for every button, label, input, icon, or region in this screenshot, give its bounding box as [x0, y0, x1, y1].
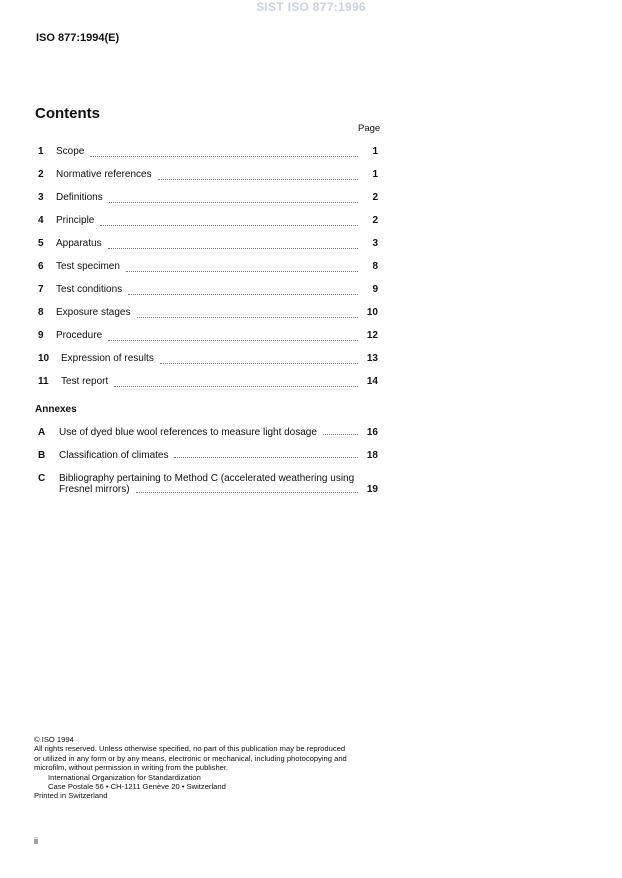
toc-title: Definitions — [56, 192, 103, 203]
toc-page: 8 — [372, 261, 378, 272]
annex-title: Bibliography pertaining to Method C (accelerated weathering using — [59, 473, 355, 484]
leader-dots — [109, 201, 358, 203]
toc-number: 7 — [38, 284, 44, 295]
toc-entry[interactable] — [38, 376, 378, 390]
copyright-line: © ISO 1994 — [34, 735, 74, 744]
toc-title: Scope — [56, 146, 85, 157]
toc-number: 9 — [38, 330, 44, 341]
leader-dots — [137, 316, 359, 318]
toc-page: 12 — [366, 330, 378, 341]
organization-address: Case Postale 56 • CH-1211 Genève 20 • Switzerland — [48, 782, 226, 792]
annex-title: Use of dyed blue wool references to measure light dosage — [59, 427, 317, 438]
toc-number: 1 — [38, 146, 44, 157]
toc-entry[interactable] — [38, 261, 378, 275]
leader-dots — [323, 433, 358, 435]
toc-page: 1 — [372, 146, 378, 157]
toc-entry[interactable] — [38, 330, 378, 344]
toc-page: 1 — [372, 169, 378, 180]
leader-dots — [90, 155, 358, 157]
page-column-label: Page — [358, 123, 381, 134]
toc-page: 3 — [372, 238, 378, 249]
rights-text: or utilized in any form or by any means, electronic or mechanical, including photocopying and — [34, 753, 347, 763]
toc-entry[interactable] — [38, 215, 378, 229]
leader-dots — [136, 491, 358, 493]
leader-dots — [158, 178, 358, 180]
watermark: SIST ISO 877:1996 — [256, 0, 366, 14]
annex-letter: A — [38, 427, 46, 438]
contents-heading: Contents — [35, 105, 100, 122]
annex-title-line2: Fresnel mirrors) — [59, 484, 130, 495]
toc-page: 9 — [372, 284, 378, 295]
toc-entry[interactable] — [38, 192, 378, 206]
annex-entry[interactable] — [38, 427, 378, 438]
toc-number: 8 — [38, 307, 44, 318]
toc-entry[interactable] — [38, 238, 378, 252]
leader-dots — [114, 385, 358, 387]
rights-text: All rights reserved. Unless otherwise specified, no part of this publication may be reproduced — [34, 744, 346, 754]
copyright-notice — [34, 735, 384, 801]
toc-title: Procedure — [56, 330, 103, 341]
leader-dots — [126, 270, 358, 272]
printed-in: Printed in Switzerland — [34, 791, 108, 801]
annex-entry[interactable] — [38, 450, 378, 461]
toc-title: Principle — [56, 215, 95, 226]
toc-number: 11 — [38, 376, 49, 387]
leader-dots — [160, 362, 358, 364]
toc-entry[interactable] — [38, 307, 378, 321]
toc-page: 14 — [366, 376, 378, 387]
organization-name: International Organization for Standardization — [48, 772, 201, 782]
toc-entry[interactable] — [38, 146, 378, 160]
toc-entry[interactable] — [38, 284, 378, 298]
toc-entry[interactable] — [38, 353, 378, 367]
toc-title: Expression of results — [61, 353, 154, 364]
annex-page: 19 — [366, 484, 378, 495]
toc-page: 13 — [366, 353, 378, 364]
rights-text: microfilm, without permission in writing from the publisher. — [34, 763, 229, 773]
toc-title: Test report — [61, 376, 109, 387]
toc-page: 2 — [372, 192, 378, 203]
toc-number: 3 — [38, 192, 44, 203]
annex-title-continuation — [59, 484, 378, 496]
annex-letter: C — [38, 473, 46, 484]
toc-page: 10 — [366, 307, 378, 318]
toc-page: 2 — [372, 215, 378, 226]
annex-title: Classification of climates — [59, 450, 169, 461]
annex-page: 18 — [366, 450, 378, 461]
toc-title: Normative references — [56, 169, 152, 180]
toc-title: Test conditions — [56, 284, 123, 295]
leader-dots — [108, 247, 358, 249]
toc-number: 6 — [38, 261, 44, 272]
annex-page: 16 — [366, 427, 378, 438]
toc-number: 10 — [38, 353, 50, 364]
annexes-heading: Annexes — [35, 404, 77, 415]
annex-letter: B — [38, 450, 46, 461]
toc-title: Exposure stages — [56, 307, 131, 318]
document-id: ISO 877:1994(E) — [36, 32, 120, 44]
leader-dots — [128, 293, 358, 295]
toc-number: 5 — [38, 238, 44, 249]
toc-title: Test specimen — [56, 261, 120, 272]
toc-title: Apparatus — [56, 238, 102, 249]
page-number: ii — [34, 836, 38, 846]
toc-entry[interactable] — [38, 169, 378, 183]
leader-dots — [108, 339, 358, 341]
toc-number: 4 — [38, 215, 44, 226]
toc-number: 2 — [38, 169, 44, 180]
leader-dots — [174, 456, 358, 458]
leader-dots — [100, 224, 358, 226]
